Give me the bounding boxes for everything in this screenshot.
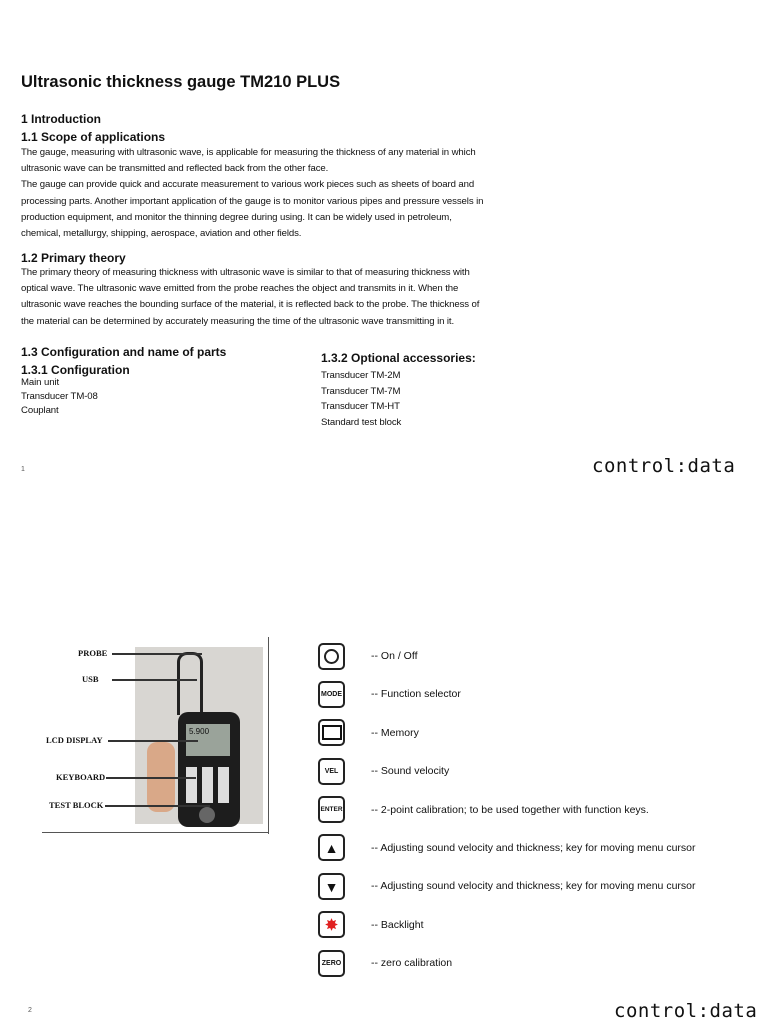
scope-paragraph (21, 145, 483, 242)
text-line: chemical, metallurgy, shipping, aerospace, aviation and other fields. (21, 228, 302, 240)
power-icon (318, 643, 345, 670)
zero-key-icon: ZERO (318, 950, 345, 977)
heading-optional: 1.3.2 Optional accessories: (321, 351, 476, 365)
key-desc: -- zero calibration (371, 957, 453, 969)
text-line: ultrasonic wave reaches the bounding surface of the material, it is reflected back to the probe. The thickness of (21, 299, 480, 311)
vel-key-icon: VEL (318, 758, 345, 785)
text-line: the material can be determined by accurately measuring the time of the ultrasonic wave transmitting in it. (21, 315, 455, 327)
text-line: production equipment, and monitor the thinning degree during using. It can be widely used in petroleum, (21, 211, 452, 223)
key-desc: -- On / Off (371, 650, 418, 662)
callout-line (112, 679, 197, 681)
heading-config-1: 1.3.1 Configuration (21, 363, 130, 377)
list-item: Transducer TM-HT (321, 401, 400, 412)
key-desc: -- Adjusting sound velocity and thickness; key for moving menu cursor (371, 880, 696, 892)
mode-key-icon: MODE (318, 681, 345, 708)
callout-line (108, 740, 198, 742)
backlight-icon: ✸ (318, 911, 345, 938)
key-desc: -- Backlight (371, 919, 424, 931)
callout-usb: USB (82, 674, 99, 684)
heading-theory: 1.2 Primary theory (21, 251, 126, 265)
text-line: The gauge can provide quick and accurate measurement to various work pieces such as sheets of board and (21, 179, 475, 191)
text-line: optical wave. The ultrasonic wave emitted from the probe reaches the object and transmits in it. When the (21, 283, 459, 295)
enter-key-icon: ENTER (318, 796, 345, 823)
brand-logo: control:data (592, 455, 736, 477)
optional-list (321, 368, 401, 430)
heading-config: 1.3 Configuration and name of parts (21, 345, 227, 359)
memory-icon (318, 719, 345, 746)
arrow-up-icon: ▲ (318, 834, 345, 861)
figure-border (42, 832, 268, 833)
figure-border (268, 637, 269, 834)
list-item: Standard test block (321, 416, 402, 428)
callout-lcd: LCD DISPLAY (46, 735, 103, 745)
callout-line (106, 777, 196, 779)
text-line: ultrasonic wave can be transmitted and reflected back from the other face. (21, 163, 329, 175)
config-list (21, 376, 98, 418)
text-line: The primary theory of measuring thickness with ultrasonic wave is similar to that of measuring thickness with (21, 267, 470, 278)
test-block (199, 807, 215, 823)
callout-test-block: TEST BLOCK (49, 800, 104, 810)
list-item: Transducer TM-08 (21, 391, 98, 402)
probe-cable (177, 652, 203, 715)
callout-line (112, 653, 202, 655)
device-photo (135, 647, 263, 824)
page-number: 2 (28, 1007, 32, 1014)
theory-paragraph (21, 265, 479, 330)
lcd-display: 5.900 (186, 724, 230, 756)
list-item: Transducer TM-7M (321, 385, 401, 397)
key-desc: -- Memory (371, 727, 419, 739)
page-number: 1 (21, 466, 25, 473)
key-desc: -- Adjusting sound velocity and thickness; key for moving menu cursor (371, 842, 696, 854)
heading-introduction: 1 Introduction (21, 112, 101, 126)
device-body (178, 712, 240, 827)
key-desc: -- 2-point calibration; to be used together with function keys. (371, 804, 649, 816)
text-line: processing parts. Another important application of the gauge is to monitor various pipes and pressure vessels in (21, 195, 484, 207)
brand-logo: control:data (614, 1000, 758, 1022)
list-item: Couplant (21, 405, 59, 416)
key-desc: -- Function selector (371, 688, 461, 700)
list-item: Main unit (21, 377, 60, 388)
document-title: Ultrasonic thickness gauge TM210 PLUS (21, 73, 341, 91)
callout-keyboard: KEYBOARD (56, 772, 106, 782)
text-line: The gauge, measuring with ultrasonic wave, is applicable for measuring the thickness of any material in which (21, 147, 476, 158)
callout-probe: PROBE (78, 648, 108, 658)
callout-line (105, 805, 210, 807)
device-figure (40, 632, 268, 834)
heading-scope: 1.1 Scope of applications (21, 130, 166, 144)
key-desc: -- Sound velocity (371, 765, 450, 777)
arrow-down-icon: ▼ (318, 873, 345, 900)
list-item: Transducer TM-2M (321, 370, 401, 381)
keyboard (186, 767, 230, 803)
